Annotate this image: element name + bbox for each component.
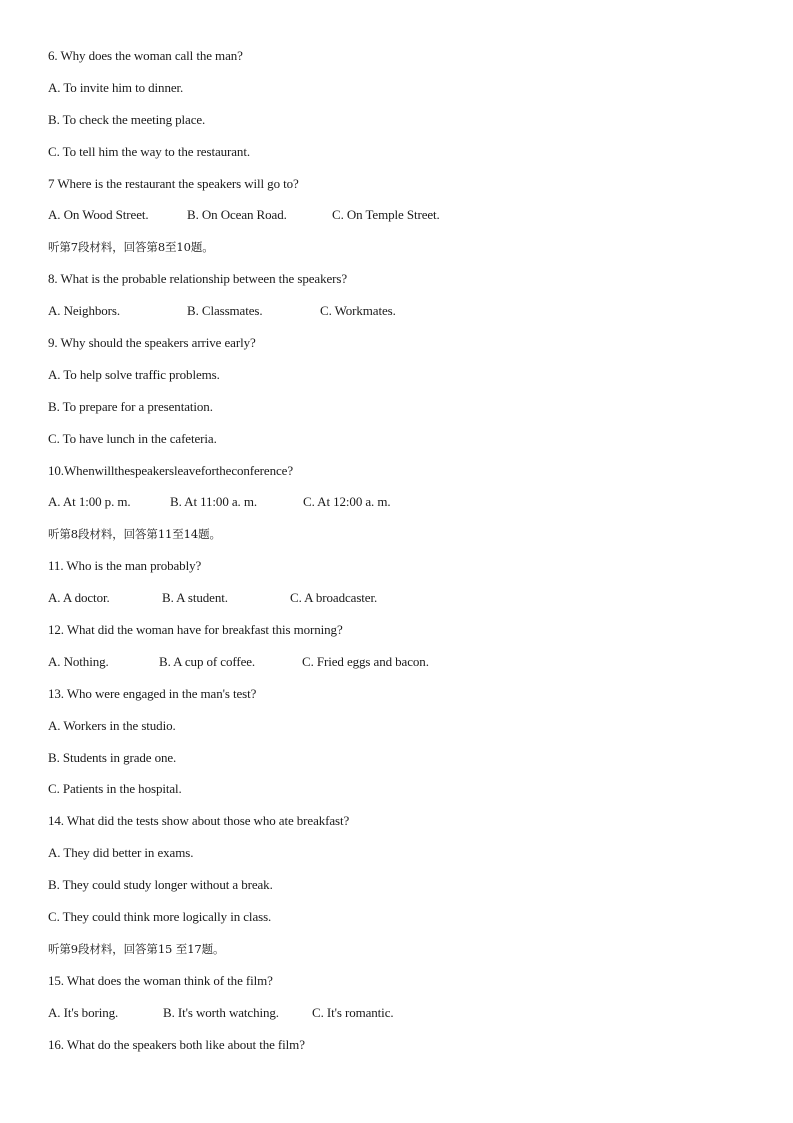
question-8: 8. What is the probable relationship between the speakers?: [48, 271, 347, 287]
option-7c: C. On Temple Street.: [332, 207, 440, 223]
option-15a: A. It's boring.: [48, 1004, 119, 1020]
options-12: [48, 652, 768, 684]
options-11: [48, 588, 768, 620]
question-12: 12. What did the woman have for breakfast this morning?: [48, 622, 343, 638]
option-13a: A. Workers in the studio.: [48, 717, 176, 733]
option-11a: A. A doctor.: [48, 590, 110, 606]
option-9b: B. To prepare for a presentation.: [48, 398, 213, 414]
option-14a: A. They did better in exams.: [48, 845, 194, 861]
option-14c: C. They could think more logically in class.: [48, 909, 272, 925]
option-15c: C. It's romantic.: [312, 1004, 394, 1020]
question-14: 14. What did the tests show about those who ate breakfast?: [48, 813, 350, 829]
option-10c: C. At 12:00 a. m.: [303, 494, 391, 510]
option-11c: C. A broadcaster.: [290, 590, 378, 606]
option-11b: B. A student.: [162, 590, 228, 606]
option-12b: B. A cup of coffee.: [159, 653, 256, 669]
question-10: 10.Whenwillthespeakersleavefortheconference?: [48, 462, 293, 478]
options-7: [48, 205, 768, 237]
option-10a: A. At 1:00 p. m.: [48, 494, 131, 510]
option-6b: B. To check the meeting place.: [48, 111, 206, 127]
option-6a: A. To invite him to dinner.: [48, 79, 184, 95]
section-heading-8: 听第8段材料，回答第11至14题。: [48, 527, 221, 542]
question-7: 7 Where is the restaurant the speakers will go to?: [48, 175, 299, 191]
question-15: 15. What does the woman think of the film?: [48, 972, 273, 988]
option-8c: C. Workmates.: [320, 303, 396, 319]
option-7b: B. On Ocean Road.: [187, 207, 287, 223]
option-10b: B. At 11:00 a. m.: [170, 494, 258, 510]
option-13b: B. Students in grade one.: [48, 749, 177, 765]
option-14b: B. They could study longer without a break.: [48, 877, 273, 893]
question-13: 13. Who were engaged in the man's test?: [48, 685, 257, 701]
option-9c: C. To have lunch in the cafeteria.: [48, 430, 217, 446]
option-12a: A. Nothing.: [48, 653, 109, 669]
option-7a: A. On Wood Street.: [48, 207, 149, 223]
option-12c: C. Fried eggs and bacon.: [302, 653, 429, 669]
option-13c: C. Patients in the hospital.: [48, 781, 182, 797]
section-heading-7: 听第7段材料，回答第8至10题。: [48, 240, 214, 255]
option-9a: A. To help solve traffic problems.: [48, 366, 220, 382]
question-16: 16. What do the speakers both like about the film?: [48, 1036, 305, 1052]
options-8: [48, 301, 768, 333]
question-6: 6. Why does the woman call the man?: [48, 48, 243, 63]
options-10: [48, 492, 768, 524]
options-15: [48, 1003, 768, 1035]
section-heading-9: 听第9段材料，回答第15 至17题。: [48, 941, 225, 956]
option-6c: C. To tell him the way to the restaurant.: [48, 143, 250, 159]
option-8b: B. Classmates.: [187, 303, 263, 319]
option-15b: B. It's worth watching.: [163, 1004, 279, 1020]
option-8a: A. Neighbors.: [48, 303, 120, 319]
question-11: 11. Who is the man probably?: [48, 558, 202, 574]
exam-page: [48, 46, 768, 1067]
question-9: 9. Why should the speakers arrive early?: [48, 335, 256, 351]
